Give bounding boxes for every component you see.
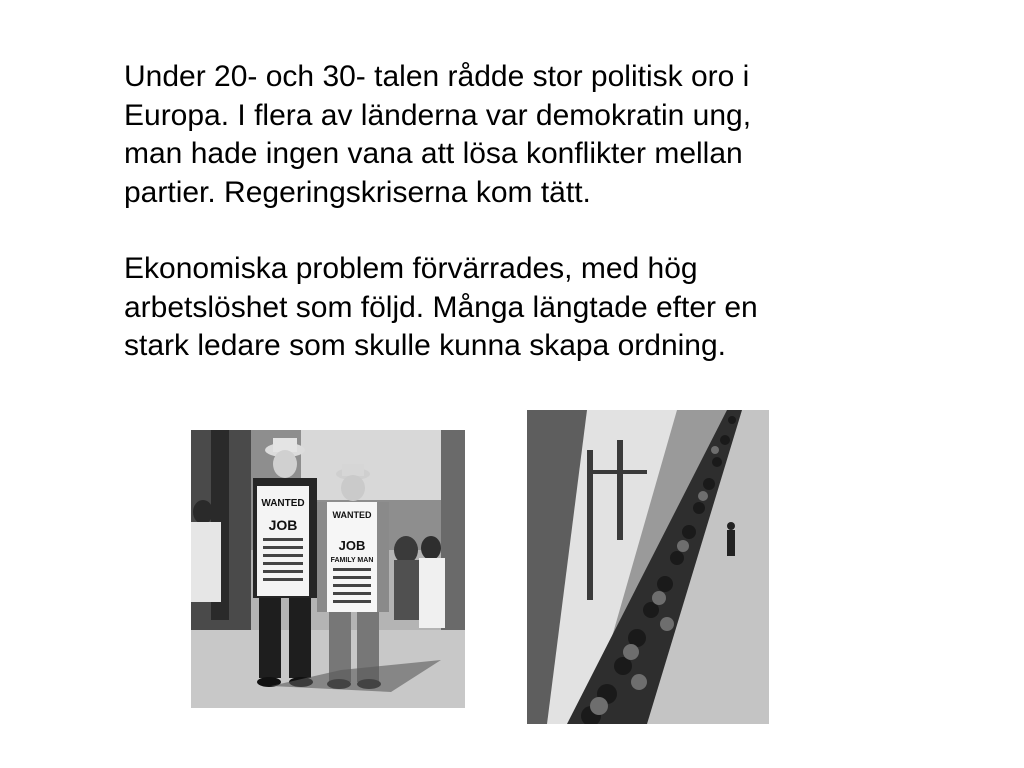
- photo-men-with-job-signs: [191, 430, 465, 708]
- paragraph-1-line-2: Europa. I flera av länderna var demokratin ung,: [124, 98, 752, 132]
- sign1-line2: JOB: [268, 517, 298, 533]
- sign2-line1: WANTED: [332, 510, 372, 520]
- paragraph-2-line-1: Ekonomiska problem förvärrades, med hög: [124, 252, 698, 285]
- paragraph-2: [124, 250, 924, 366]
- paragraph-1-line-3: man hade ingen vana att lösa konflikter mellan: [124, 137, 743, 170]
- sign1-line1: WANTED: [261, 498, 305, 509]
- paragraph-1: [124, 58, 924, 212]
- paragraph-1-line-4: partier. Regeringskriserna kom tätt.: [124, 175, 591, 209]
- paragraph-1-line-1: Under 20- och 30- talen rådde stor politisk oro i: [124, 60, 750, 93]
- paragraph-2-line-3: stark ledare som skulle kunna skapa ordning.: [124, 329, 726, 362]
- sign2-line2: JOB: [338, 538, 366, 553]
- body-text: [124, 58, 924, 366]
- photo-breadline-queue: [527, 410, 769, 724]
- sign2-line3: FAMILY MAN: [330, 557, 374, 564]
- paragraph-2-line-2: arbetslöshet som följd. Många längtade efter en: [124, 290, 758, 324]
